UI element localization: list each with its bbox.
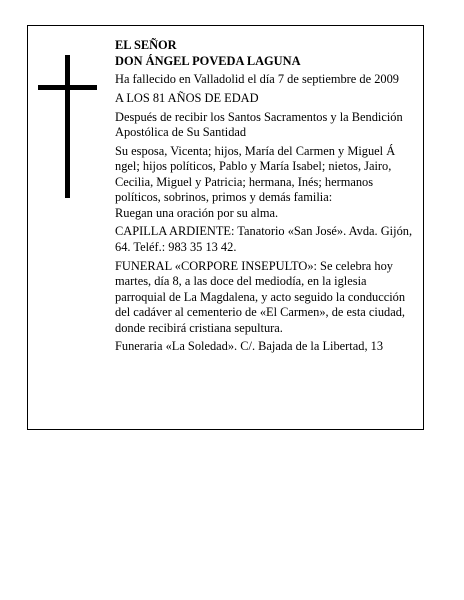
funeral-home-info: Funeraria «La Soledad». C/. Bajada de la Libertad, 13 <box>115 339 384 354</box>
deceased-name: DON ÁNGEL POVEDA LAGUNA <box>115 53 301 68</box>
prayer-line: Ruegan una oración por su alma. <box>115 205 279 220</box>
sacraments-line: Después de recibir los Santos Sacramentos y la Bendición Apostólica de Su Santidad <box>115 109 403 140</box>
funeral-info: FUNERAL «CORPORE INSEPULTO»: Se celebra hoy martes, día 8, a las doce del mediodía, en la iglesia parroquial de La Magdalena, y acto seguido la conducción del cadáver al cementerio de «El Carmen», de esta ciudad, donde recibirá cristiana sepultura. <box>115 258 406 335</box>
chapel-info: CAPILLA ARDIENTE: Tanatorio «San José». Avda. Gijón, 64. Teléf.: 983 35 13 42. <box>115 224 413 254</box>
age-line: A LOS 81 AÑOS DE EDAD <box>115 90 259 105</box>
death-info: Ha fallecido en Valladolid el día 7 de septiembre de 2009 <box>115 72 399 87</box>
obituary-text <box>115 38 420 358</box>
cross-icon-vertical-bar <box>65 55 70 198</box>
title-line-1: EL SEÑOR <box>115 38 177 52</box>
cross-icon-horizontal-bar <box>38 85 97 90</box>
family-line: Su esposa, Vicenta; hijos, María del Carmen y Miguel Á ngel; hijos políticos, Pablo y María Isabel; nietos, Jairo, Cecilia, Miguel y Patricia; hermana, Inés; hermanos políticos, sobrinos, primos y demás familia: <box>115 143 396 205</box>
